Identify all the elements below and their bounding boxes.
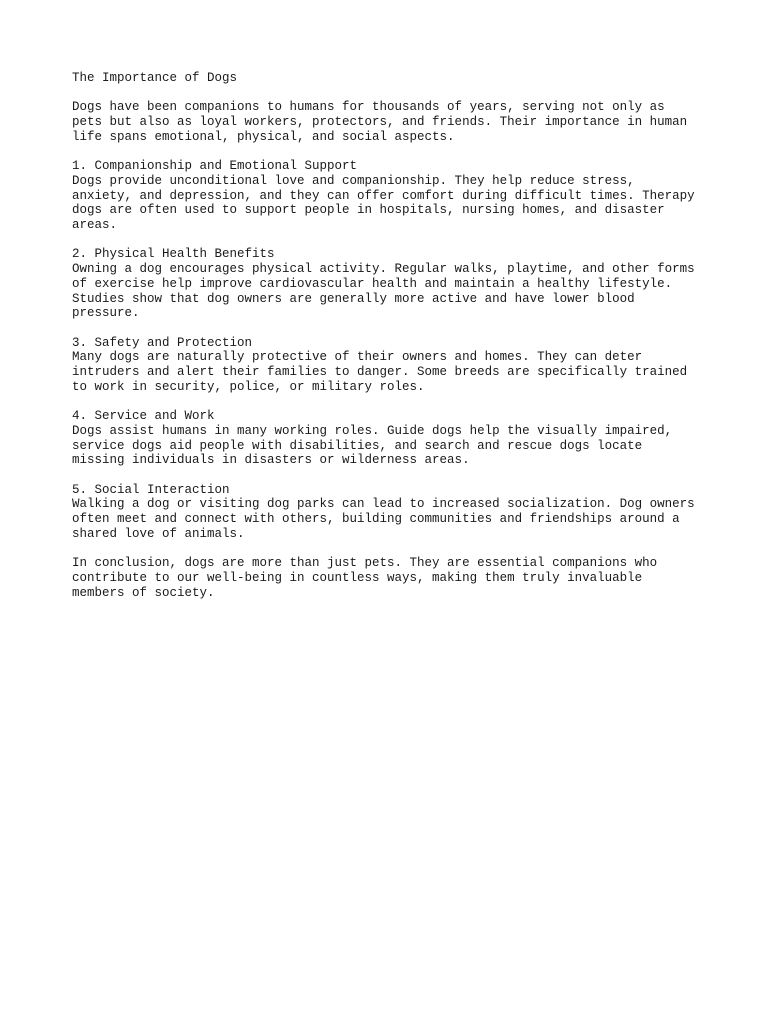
intro-paragraph (72, 100, 732, 144)
intro-line: pets but also as loyal workers, protectors, and friends. Their importance in human (72, 115, 688, 130)
section-line: pressure. (72, 306, 140, 321)
section-heading: 2. Physical Health Benefits (72, 247, 275, 262)
section-line: areas. (72, 218, 118, 232)
section-line: Studies show that dog owners are generally more active and have lower blood (72, 291, 635, 306)
section-line: Owning a dog encourages physical activity. Regular walks, playtime, and other forms (72, 262, 695, 277)
section-companionship (72, 159, 732, 233)
section-heading: 4. Service and Work (72, 409, 215, 424)
section-line: to work in security, police, or military roles. (72, 379, 425, 394)
section-line: Many dogs are naturally protective of their owners and homes. They can deter (72, 350, 643, 365)
section-heading: 3. Safety and Protection (72, 335, 253, 350)
section-line: shared love of animals. (72, 526, 245, 541)
section-line: dogs are often used to support people in hospitals, nursing homes, and disaster (72, 203, 665, 218)
intro-line: Dogs have been companions to humans for thousands of years, serving not only as (72, 100, 665, 115)
section-safety (72, 336, 732, 395)
section-line: service dogs aid people with disabilities, and search and rescue dogs locate (72, 438, 643, 453)
conclusion-paragraph (72, 556, 732, 600)
section-social (72, 483, 732, 542)
document-title: The Importance of Dogs (72, 71, 238, 85)
section-heading: 5. Social Interaction (72, 482, 230, 497)
section-line: Dogs provide unconditional love and companionship. They help reduce stress, (72, 173, 635, 188)
document-page (72, 71, 732, 615)
section-line: anxiety, and depression, and they can offer comfort during difficult times. Therapy (72, 188, 695, 203)
conclusion-line: contribute to our well-being in countless ways, making them truly invaluable (72, 570, 643, 585)
section-physical-health (72, 247, 732, 321)
section-line: of exercise help improve cardiovascular health and maintain a healthy lifestyle. (72, 276, 673, 291)
section-line: often meet and connect with others, building communities and friendships around a (72, 512, 680, 526)
conclusion-line: In conclusion, dogs are more than just pets. They are essential companions who (72, 556, 658, 571)
section-line: intruders and alert their families to danger. Some breeds are specifically trained (72, 365, 688, 379)
intro-line: life spans emotional, physical, and social aspects. (72, 129, 455, 144)
section-line: Walking a dog or visiting dog parks can lead to increased socialization. Dog owners (72, 497, 695, 512)
section-heading: 1. Companionship and Emotional Support (72, 159, 358, 174)
section-line: Dogs assist humans in many working roles. Guide dogs help the visually impaired, (72, 423, 673, 438)
section-line: missing individuals in disasters or wilderness areas. (72, 453, 470, 468)
conclusion-line: members of society. (72, 585, 215, 600)
section-service (72, 409, 732, 468)
